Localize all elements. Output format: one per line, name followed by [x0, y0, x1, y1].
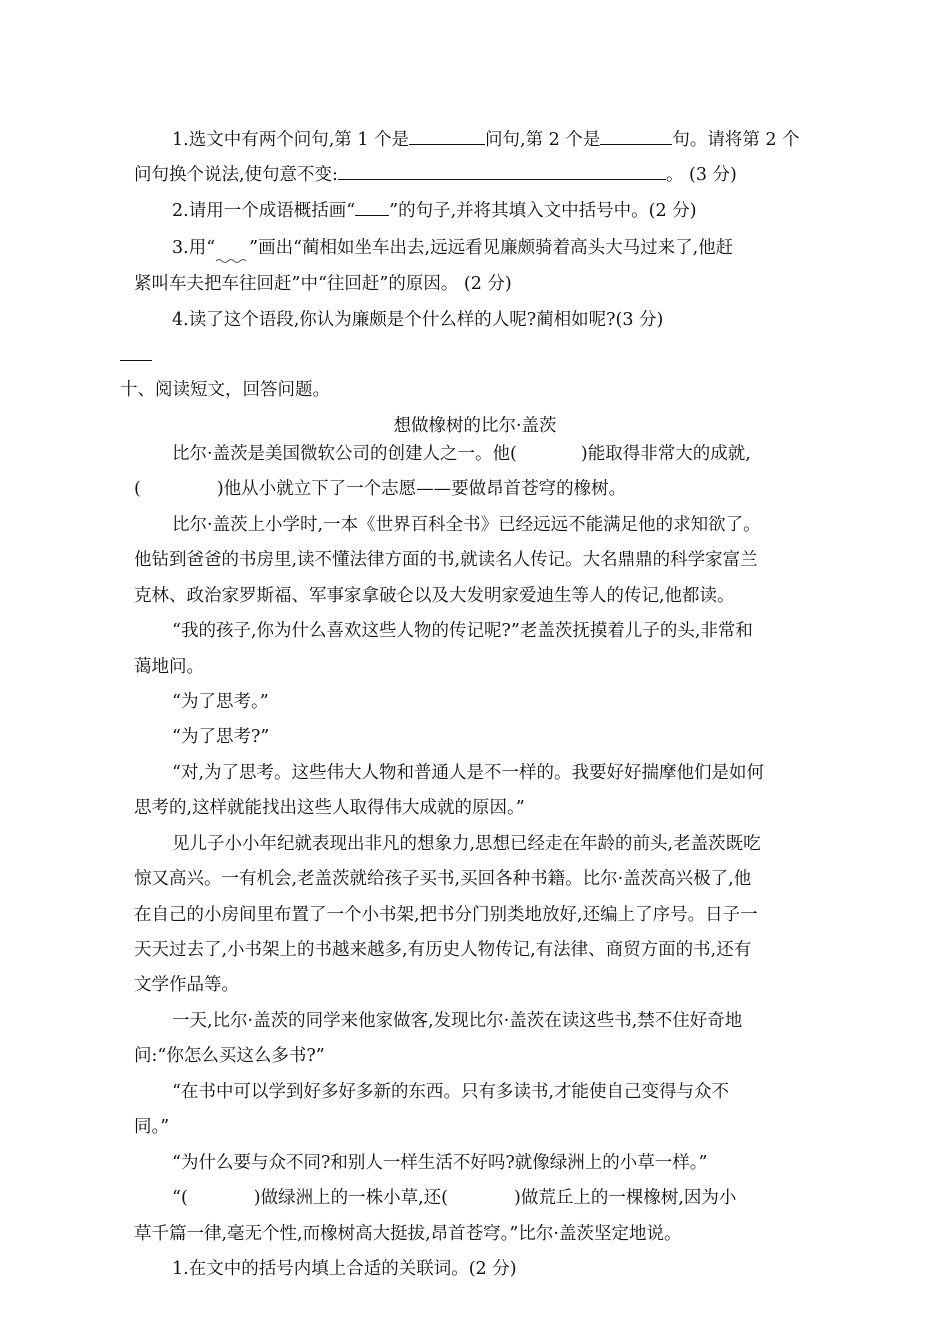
answer-blank[interactable] — [600, 126, 672, 145]
p8-line1 — [172, 1003, 950, 1039]
p2-line3 — [134, 578, 950, 614]
q2-text-b: ”的句子,并将其填入文中括号中。(2 分) — [389, 201, 697, 221]
p2-line2 — [134, 542, 950, 578]
p8-line2 — [134, 1038, 950, 1074]
q1-text-d: 问句换个说法,使句意不变: — [134, 165, 338, 185]
p11-text-a: “( — [172, 1188, 188, 1208]
q1-text-b: 问句,第 2 个是 — [485, 130, 601, 150]
text-line: 克林、政治家罗斯福、军事家拿破仑以及大发明家爱迪生等人的传记,他都读。 — [134, 586, 735, 606]
question-9-3-line1 — [172, 230, 950, 266]
question-9-3-line2 — [134, 266, 950, 302]
p1-text-c: ( — [134, 479, 141, 499]
p11-text-b: )做绿洲上的一株小草,还( — [253, 1188, 448, 1208]
question-9-1-line2 — [134, 157, 950, 193]
p5 — [172, 719, 950, 755]
p1-text-a: 比尔·盖茨是美国微软公司的创建人之一。他( — [172, 444, 517, 464]
p7-line4 — [134, 932, 950, 968]
text-line: 他钻到爸爸的书房里,读不懂法律方面的书,就读名人传记。大名鼎鼎的科学家富兰 — [134, 550, 758, 570]
p2-line1 — [172, 507, 950, 543]
p1-text-d: )他从小就立下了一个志愿——要做昂首苍穹的橡树。 — [216, 479, 627, 499]
text-line: “为了思考?” — [172, 727, 270, 747]
q1-text-a: 1.选文中有两个问句,第 1 个是 — [172, 130, 410, 150]
q3-text-c: 紧叫车夫把车往回赶”中“往回赶”的原因。 (2 分) — [134, 274, 512, 294]
p1-line1 — [172, 436, 950, 472]
p9-line2 — [134, 1109, 950, 1145]
section-heading — [120, 372, 950, 408]
question-9-1-line1 — [172, 122, 950, 158]
text-line: 思考的,这样就能找出这些人取得伟大成就的原因。” — [134, 798, 525, 818]
text-line: 草千篇一律,毫无个性,而橡树高大挺拔,昂首苍穹。”比尔·盖茨坚定地说。 — [134, 1224, 682, 1244]
question-10-1 — [172, 1251, 950, 1287]
text-line: 同。” — [134, 1117, 170, 1137]
section-heading-text: 十、阅读短文，回答问题。 — [120, 380, 330, 400]
text-line: 比尔·盖茨上小学时,一本《世界百科全书》已经远远不能满足他的求知欲了。 — [172, 515, 761, 535]
text-line: 一天,比尔·盖茨的同学来他家做客,发现比尔·盖茨在读这些书,禁不住好奇地 — [172, 1011, 743, 1031]
p11-line1 — [172, 1180, 950, 1216]
p6-line2 — [134, 790, 950, 826]
q2-text-a: 2.请用一个成语概括画“ — [172, 201, 356, 221]
text-line: 见儿子小小年纪就表现出非凡的想象力,思想已经走在年龄的前头,老盖茨既吃 — [172, 834, 761, 854]
p6-line1 — [172, 755, 950, 791]
q1-text-c: 句。请将第 2 个 — [672, 130, 800, 150]
question-9-2 — [172, 193, 950, 229]
text-line: 问:“你怎么买这么多书?” — [134, 1046, 325, 1066]
text-line: “我的孩子,你为什么喜欢这些人物的传记呢?”老盖茨抚摸着儿子的头,非常和 — [172, 621, 753, 641]
p1-line2 — [134, 471, 950, 507]
text-line: “为了思考。” — [172, 692, 269, 712]
underline-marker — [355, 197, 389, 216]
p4 — [172, 684, 950, 720]
text-line: 文学作品等。 — [134, 975, 239, 995]
text-line: 惊又高兴。一有机会,老盖茨就给孩子买书,买回各种书籍。比尔·盖茨高兴极了,他 — [134, 869, 752, 889]
p9-line1 — [172, 1074, 950, 1110]
text-line: 在自己的小房间里布置了一个小书架,把书分门别类地放好,还编上了序号。日子一 — [134, 905, 758, 925]
separator-dash — [120, 360, 152, 361]
p10 — [172, 1145, 950, 1181]
article-title-text: 想做橡树的比尔·盖茨 — [393, 416, 557, 436]
q3-text-a: 3.用“ — [172, 238, 216, 258]
wavy-underline-marker — [215, 242, 249, 256]
answer-blank[interactable] — [409, 126, 485, 145]
question-9-4 — [172, 302, 950, 338]
q4-text: 4.读了这个语段,你认为廉颇是个什么样的人呢?蔺相如呢?(3 分) — [172, 310, 664, 330]
q1-text-e: 。 (3 分) — [665, 165, 737, 185]
p11-text-c: )做荒丘上的一棵橡树,因为小 — [514, 1188, 737, 1208]
p1-text-b: )能取得非常大的成就, — [580, 444, 751, 464]
q3-text-b: ”画出“蔺相如坐车出去,远远看见廉颇骑着高头大马过来了,他赶 — [249, 238, 734, 258]
p7-line5 — [134, 967, 950, 1003]
p7-line3 — [134, 897, 950, 933]
text-line: “为什么要与众不同?和别人一样生活不好吗?就像绿洲上的小草一样。” — [172, 1153, 708, 1173]
text-line: 蔼地问。 — [134, 657, 204, 677]
p3-line1 — [172, 613, 950, 649]
p3-line2 — [134, 649, 950, 685]
question-text: 1.在文中的括号内填上合适的关联词。(2 分) — [172, 1259, 517, 1279]
p7-line1 — [172, 826, 950, 862]
answer-blank[interactable] — [338, 161, 666, 180]
text-line: 天天过去了,小书架上的书越来越多,有历史人物传记,有法律、商贸方面的书,还有 — [134, 940, 752, 960]
text-line: “对,为了思考。这些伟大人物和普通人是不一样的。我要好好揣摩他们是如何 — [172, 763, 765, 783]
p11-line2 — [134, 1216, 950, 1252]
p7-line2 — [134, 861, 950, 897]
text-line: “在书中可以学到好多好多新的东西。只有多读书,才能使自己变得与众不 — [172, 1082, 730, 1102]
